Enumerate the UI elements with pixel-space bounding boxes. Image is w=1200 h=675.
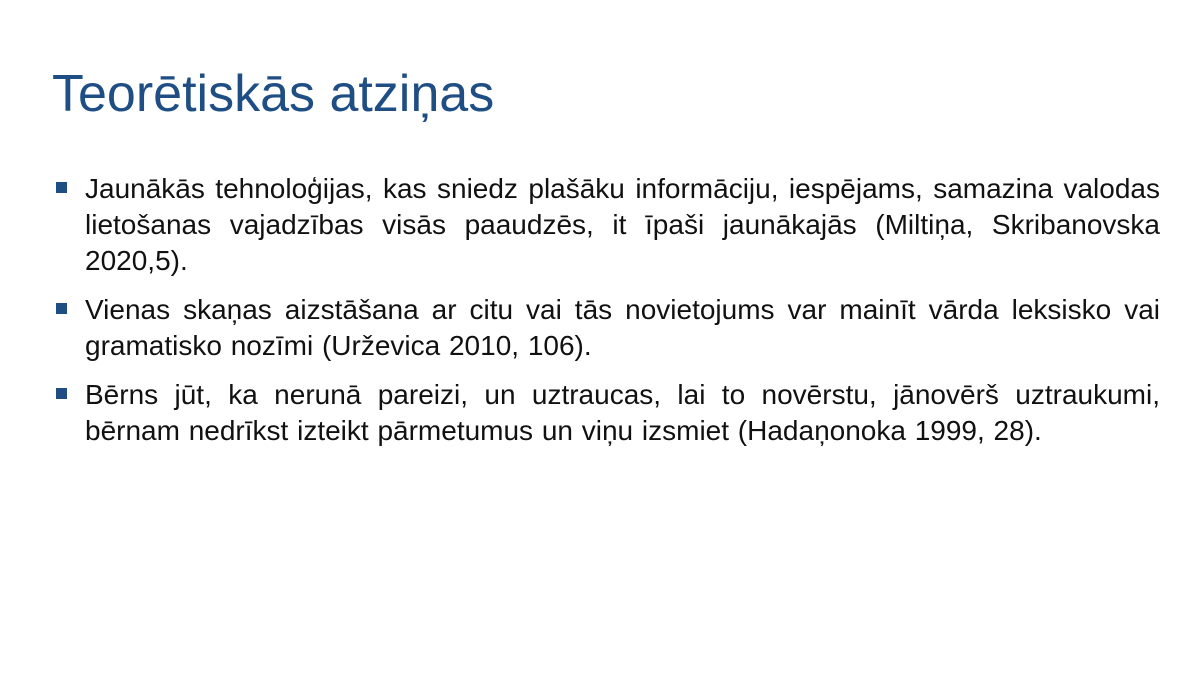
bullet-item-2: [52, 292, 1160, 364]
slide-title: Teorētiskās atziņas: [52, 65, 495, 123]
bullet-text: Vienas skaņas aizstāšana ar citu vai tās novietojums var mainīt vārda leksisko vai gramatisko nozīmi (Urževica 2010, 106).: [85, 294, 1160, 361]
bullet-item-1: [52, 171, 1160, 279]
square-bullet-icon: [56, 182, 67, 193]
square-bullet-icon: [56, 388, 67, 399]
bullet-text: Bērns jūt, ka nerunā pareizi, un uztraucas, lai to novērstu, jānovērš uztraukumi, bērnam nedrīkst izteikt pārmetumus un viņu izsmiet (Hadaņonoka 1999, 28).: [85, 379, 1160, 446]
square-bullet-icon: [56, 303, 67, 314]
bullet-list: [52, 171, 1160, 462]
bullet-text: Jaunākās tehnoloģijas, kas sniedz plašāku informāciju, iespējams, samazina valodas lietošanas vajadzības visās paaudzēs, it īpaši jaunākajās (Miltiņa, Skribanovska 2020,5).: [85, 173, 1160, 276]
bullet-item-3: [52, 377, 1160, 449]
